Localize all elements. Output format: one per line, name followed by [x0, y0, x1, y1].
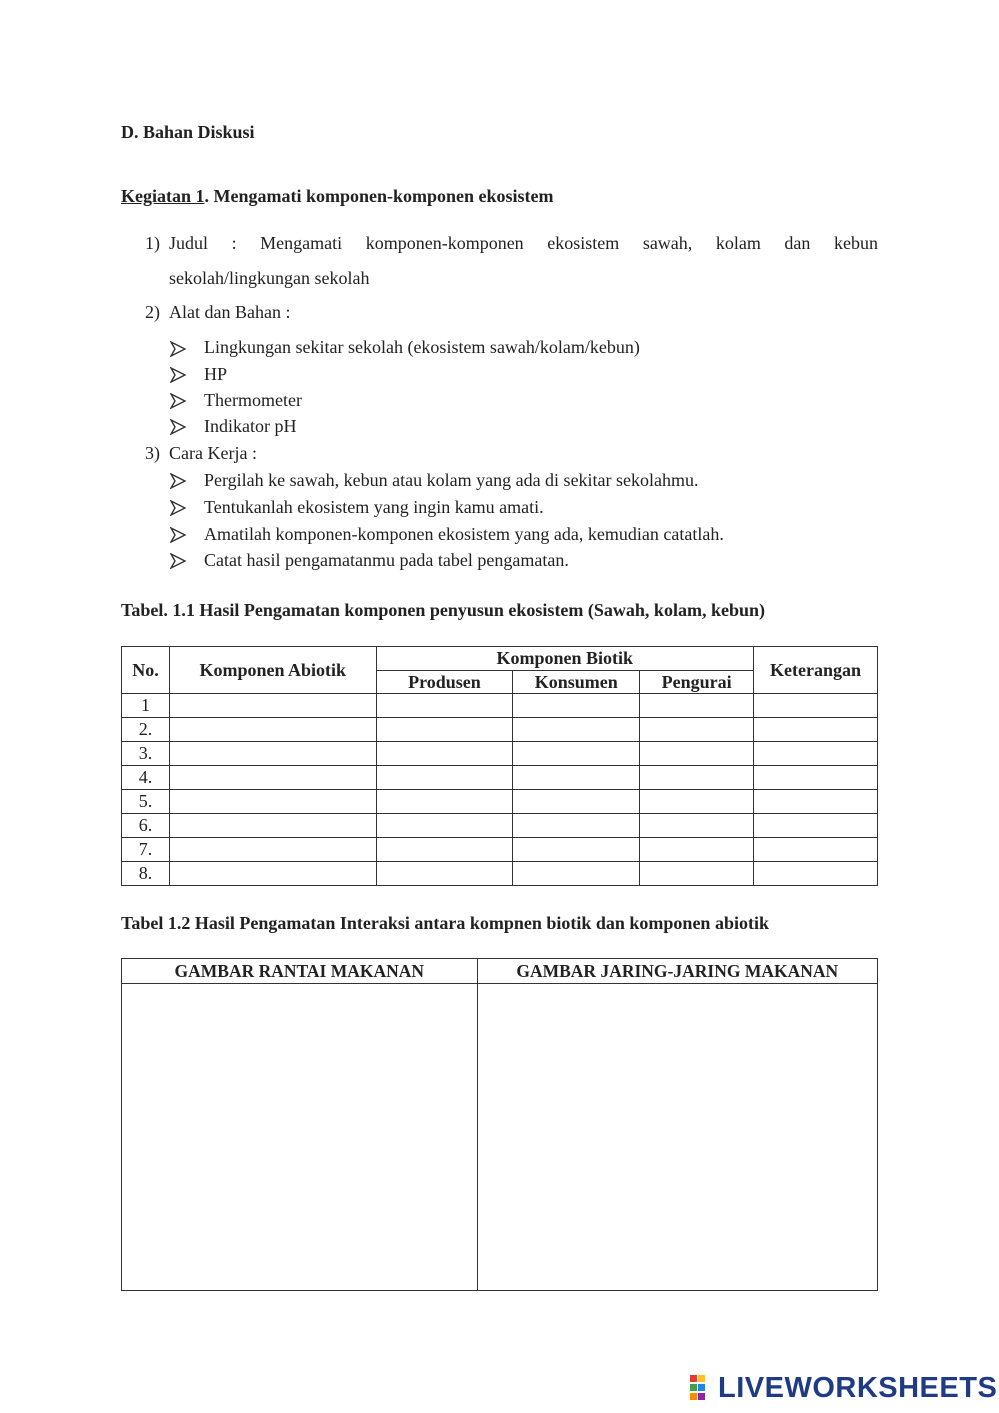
liveworksheets-logo-icon: [690, 1375, 714, 1401]
observation-table: [121, 646, 878, 886]
row-number: 4.: [122, 766, 170, 790]
cell-notes[interactable]: [754, 838, 878, 862]
arrow-bullet-icon: [170, 341, 186, 357]
table-row: [122, 694, 878, 718]
arrow-bullet-icon: [170, 527, 186, 543]
procedure-item: Catat hasil pengamatanmu pada tabel pengamatan.: [204, 550, 569, 570]
row-number: 3.: [122, 742, 170, 766]
cell-decomposer[interactable]: [640, 742, 754, 766]
material-item: Thermometer: [204, 390, 302, 410]
step-1-word: komponen-komponen: [365, 233, 524, 253]
table-1-caption: Tabel. 1.1 Hasil Pengamatan komponen penyusun ekosistem (Sawah, kolam, kebun): [121, 600, 765, 620]
cell-decomposer[interactable]: [640, 814, 754, 838]
food-chain-drawing-area[interactable]: [122, 984, 478, 1291]
cell-notes[interactable]: [754, 814, 878, 838]
procedure-item: Pergilah ke sawah, kebun atau kolam yang ada di sekitar sekolahmu.: [204, 470, 699, 490]
table-row: [122, 790, 878, 814]
cell-abiotic[interactable]: [169, 742, 376, 766]
cell-abiotic[interactable]: [169, 790, 376, 814]
table-2-caption: Tabel 1.2 Hasil Pengamatan Interaksi antara kompnen biotik dan komponen abiotik: [121, 913, 769, 933]
cell-consumer[interactable]: [513, 790, 640, 814]
food-web-drawing-area[interactable]: [477, 984, 877, 1291]
cell-abiotic[interactable]: [169, 814, 376, 838]
step-2-number: 2): [145, 302, 160, 322]
cell-producer[interactable]: [376, 862, 513, 886]
cell-consumer[interactable]: [513, 766, 640, 790]
cell-decomposer[interactable]: [640, 766, 754, 790]
cell-notes[interactable]: [754, 742, 878, 766]
step-1-word: dan: [784, 233, 811, 253]
cell-abiotic[interactable]: [169, 766, 376, 790]
row-number: 6.: [122, 814, 170, 838]
procedure-item: Amatilah komponen-komponen ekosistem yang ada, kemudian catatlah.: [204, 524, 724, 544]
cell-producer[interactable]: [376, 790, 513, 814]
row-number: 7.: [122, 838, 170, 862]
cell-consumer[interactable]: [513, 862, 640, 886]
table-row: [122, 862, 878, 886]
arrow-bullet-icon: [170, 419, 186, 435]
header-decomposer: Pengurai: [640, 671, 754, 694]
step-3-number: 3): [145, 443, 160, 463]
cell-consumer[interactable]: [513, 838, 640, 862]
table-row: [122, 718, 878, 742]
cell-abiotic[interactable]: [169, 694, 376, 718]
row-number: 5.: [122, 790, 170, 814]
header-producer: Produsen: [376, 671, 513, 694]
material-item: Indikator pH: [204, 416, 297, 436]
step-3-title: Cara Kerja :: [169, 443, 257, 463]
cell-producer[interactable]: [376, 694, 513, 718]
row-number: 8.: [122, 862, 170, 886]
table-row: [122, 742, 878, 766]
cell-decomposer[interactable]: [640, 790, 754, 814]
cell-producer[interactable]: [376, 718, 513, 742]
activity-title: . Mengamati komponen-komponen ekosistem: [204, 186, 554, 206]
header-no: No.: [122, 647, 170, 694]
table-row: [122, 814, 878, 838]
brand-name: LIVEWORKSHEETS: [718, 1372, 998, 1404]
step-1-word: kolam: [715, 233, 761, 253]
procedure-item: Tentukanlah ekosistem yang ingin kamu amati.: [204, 497, 544, 517]
cell-notes[interactable]: [754, 766, 878, 790]
cell-consumer[interactable]: [513, 694, 640, 718]
header-notes: Keterangan: [754, 647, 878, 694]
cell-producer[interactable]: [376, 766, 513, 790]
row-number: 2.: [122, 718, 170, 742]
cell-consumer[interactable]: [513, 742, 640, 766]
cell-consumer[interactable]: [513, 718, 640, 742]
cell-consumer[interactable]: [513, 814, 640, 838]
header-food-chain: GAMBAR RANTAI MAKANAN: [122, 959, 478, 984]
step-2-title: Alat dan Bahan :: [169, 302, 291, 322]
step-1-word: kebun: [833, 233, 878, 253]
table-row: [122, 838, 878, 862]
cell-notes[interactable]: [754, 718, 878, 742]
arrow-bullet-icon: [170, 473, 186, 489]
row-number: 1: [122, 694, 170, 718]
section-title: D. Bahan Diskusi: [121, 122, 255, 142]
cell-decomposer[interactable]: [640, 838, 754, 862]
cell-abiotic[interactable]: [169, 862, 376, 886]
activity-label: Kegiatan 1: [121, 186, 205, 206]
step-1-title-line: [169, 233, 878, 254]
step-1-word: Judul: [169, 233, 209, 253]
step-1-title-line-2: sekolah/lingkungan sekolah: [169, 268, 370, 288]
header-food-web: GAMBAR JARING-JARING MAKANAN: [477, 959, 877, 984]
material-item: Lingkungan sekitar sekolah (ekosistem sawah/kolam/kebun): [204, 337, 640, 357]
activity-heading: [121, 186, 554, 207]
cell-decomposer[interactable]: [640, 694, 754, 718]
cell-notes[interactable]: [754, 790, 878, 814]
cell-producer[interactable]: [376, 814, 513, 838]
header-consumer: Konsumen: [513, 671, 640, 694]
cell-decomposer[interactable]: [640, 862, 754, 886]
material-item: HP: [204, 364, 228, 384]
header-biotic: Komponen Biotik: [376, 647, 754, 671]
header-abiotic: Komponen Abiotik: [169, 647, 376, 694]
drawing-table: [121, 958, 878, 1291]
cell-abiotic[interactable]: [169, 718, 376, 742]
step-1-word: sawah,: [642, 233, 693, 253]
step-1-word: :: [231, 233, 237, 253]
step-1-word: Mengamati: [260, 233, 343, 253]
cell-notes[interactable]: [754, 694, 878, 718]
cell-producer[interactable]: [376, 742, 513, 766]
step-1-word: ekosistem: [547, 233, 620, 253]
arrow-bullet-icon: [170, 500, 186, 516]
cell-abiotic[interactable]: [169, 838, 376, 862]
arrow-bullet-icon: [170, 393, 186, 409]
arrow-bullet-icon: [170, 367, 186, 383]
table-row: [122, 766, 878, 790]
cell-notes[interactable]: [754, 862, 878, 886]
cell-producer[interactable]: [376, 838, 513, 862]
arrow-bullet-icon: [170, 553, 186, 569]
cell-decomposer[interactable]: [640, 718, 754, 742]
step-1-number: 1): [145, 233, 160, 253]
